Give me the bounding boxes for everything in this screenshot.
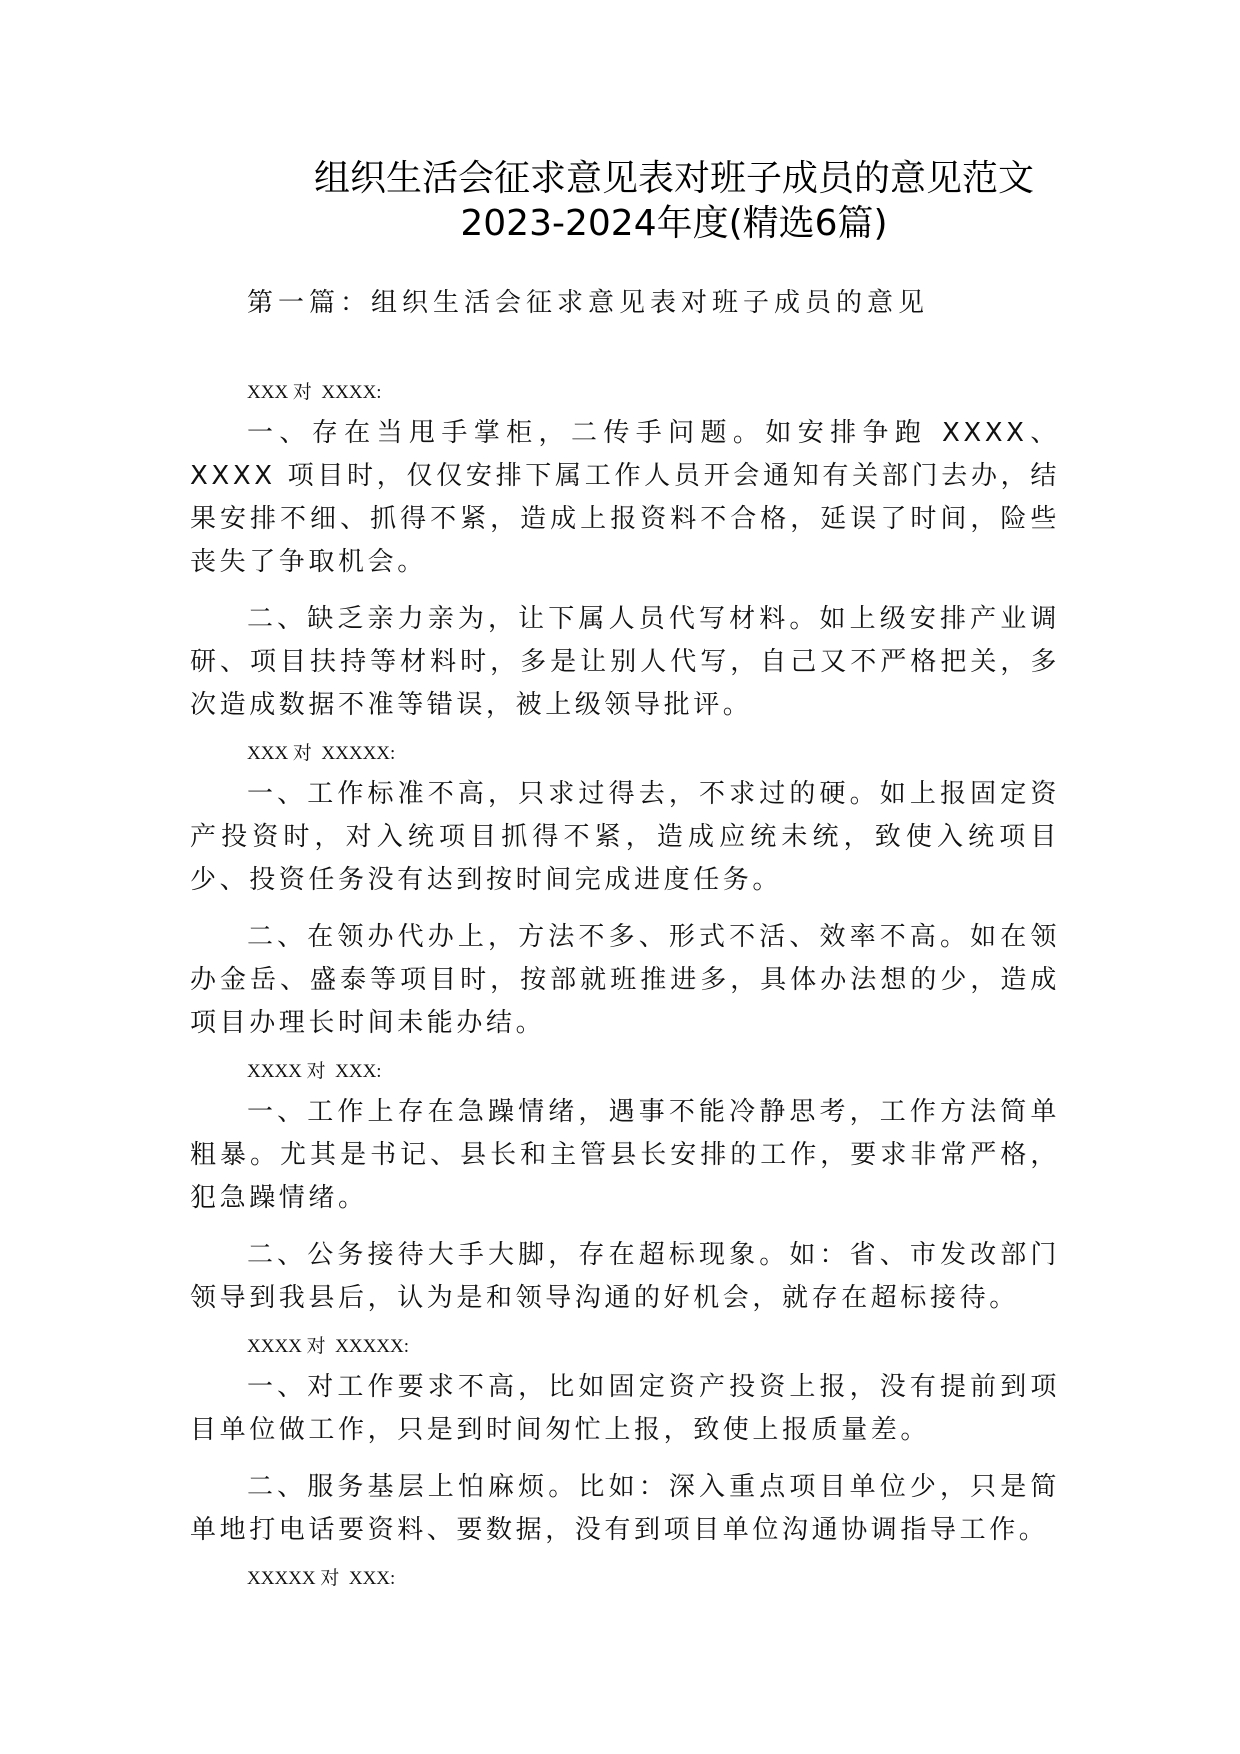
section-heading: XXX 对 XXXXX:	[247, 743, 396, 764]
paragraph: 一、存在当甩手掌柜，二传手问题。如安排争跑 XXXX、XXXX 项目时，仅仅安排下属工作人员开会通知有关部门去办，结果安排不细、抓得不紧，造成上报资料不合格，延误了时间，险些丧失了争取机会。	[190, 418, 1060, 577]
document-body	[190, 380, 1060, 1598]
section-heading: XXX 对 XXXX:	[247, 382, 382, 403]
paragraph: 一、对工作要求不高，比如固定资产投资上报，没有提前到项目单位做工作，只是到时间匆忙上报，致使上报质量差。	[190, 1372, 1060, 1445]
document-title: 组织生活会征求意见表对班子成员的意见范文	[313, 158, 1034, 199]
paragraph: 二、缺乏亲力亲为，让下属人员代写材料。如上级安排产业调研、项目扶持等材料时，多是让别人代写，自己又不严格把关，多次造成数据不准等错误，被上级领导批评。	[190, 604, 1060, 720]
paragraph: 一、工作上存在急躁情绪，遇事不能冷静思考，工作方法简单粗暴。尤其是书记、县长和主管县长安排的工作，要求非常严格，犯急躁情绪。	[190, 1097, 1060, 1213]
document-title-year: 2023-2024年度(精选6篇)	[460, 203, 888, 244]
chapter-heading: 第一篇：组织生活会征求意见表对班子成员的意见	[247, 288, 930, 318]
paragraph: 二、在领办代办上，方法不多、形式不活、效率不高。如在领办金岳、盛泰等项目时，按部就班推进多，具体办法想的少，造成项目办理长时间未能办结。	[190, 922, 1060, 1038]
section-heading: XXXX 对 XXXXX:	[247, 1336, 410, 1357]
paragraph: 二、公务接待大手大脚，存在超标现象。如：省、市发改部门领导到我县后，认为是和领导沟通的好机会，就存在超标接待。	[190, 1240, 1060, 1313]
paragraph: 二、服务基层上怕麻烦。比如：深入重点项目单位少，只是简单地打电话要资料、要数据，没有到项目单位沟通协调指导工作。	[190, 1472, 1060, 1545]
paragraph: 一、工作标准不高，只求过得去，不求过的硬。如上报固定资产投资时，对入统项目抓得不紧，造成应统未统，致使入统项目少、投资任务没有达到按时间完成进度任务。	[190, 779, 1060, 895]
section-heading: XXXXX 对 XXX:	[247, 1568, 396, 1589]
section-heading: XXXX 对 XXX:	[247, 1061, 382, 1082]
